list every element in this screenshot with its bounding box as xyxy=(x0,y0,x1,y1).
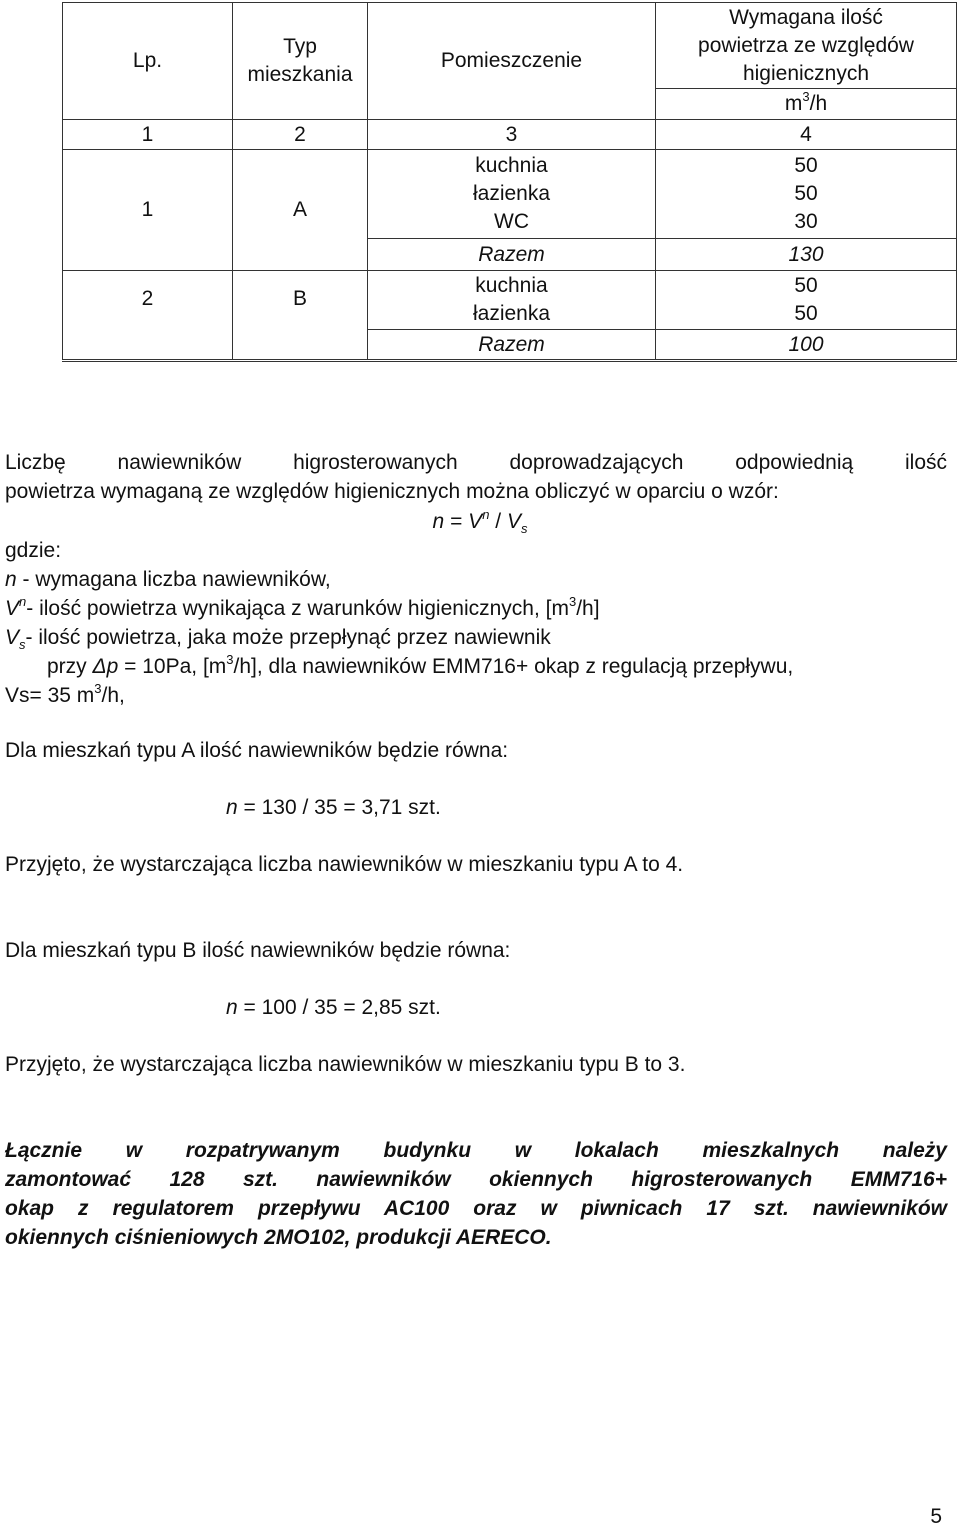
group-a-rooms: kuchnia łazienka WC xyxy=(368,150,656,239)
col-number: 2 xyxy=(233,120,368,150)
group-a-lp: 1 xyxy=(63,150,233,271)
group-a-values: 50 50 30 xyxy=(656,150,957,239)
type-a-calc: n = 130 / 35 = 3,71 szt. xyxy=(226,796,441,819)
page-number: 5 xyxy=(930,1505,942,1528)
type-a-intro: Dla mieszkań typu A ilość nawiewników będzie równa: xyxy=(5,739,509,762)
col-number: 1 xyxy=(63,120,233,150)
col-number: 4 xyxy=(656,120,957,150)
col-number: 3 xyxy=(368,120,656,150)
def-przy: przy Δp = 10Pa, $[m^3/h]$, dla nawiewników EMM716+ okap z regulacją przepływu, xyxy=(47,652,794,678)
table-row-b xyxy=(63,271,957,330)
ventilation-table xyxy=(62,2,957,362)
type-b-conclusion: Przyjęto, że wystarczająca liczba nawiewników w mieszkaniu typu B to 3. xyxy=(5,1053,686,1076)
header-air: Wymagana ilość powietrza ze względów higienicznych xyxy=(656,3,957,89)
group-b-type: B xyxy=(233,271,368,361)
def-vs: $V_s-$ ilość powietrza, jaka może przepłynąć przez nawiewnik xyxy=(5,626,551,653)
where-label: gdzie: xyxy=(5,539,62,562)
def-n: n - wymagana liczba nawiewników, xyxy=(5,568,331,591)
header-room: Pomieszczenie xyxy=(368,3,656,120)
group-a-total-value: 130 xyxy=(656,239,957,271)
header-lp: Lp. xyxy=(63,3,233,120)
group-b-total-value: 100 xyxy=(656,330,957,361)
group-b-lp: 2 xyxy=(63,271,233,361)
type-b-calc: n = 100 / 35 = 2,85 szt. xyxy=(226,996,441,1019)
definitions xyxy=(5,536,947,710)
group-b-values: 50 50 xyxy=(656,271,957,330)
column-number-row xyxy=(63,120,957,150)
group-b-total-label: Razem xyxy=(368,330,656,361)
type-b-intro: Dla mieszkań typu B ilość nawiewników będzie równa: xyxy=(5,939,511,962)
header-row xyxy=(63,3,957,89)
def-vn: $V^n-$ ilość powietrza wynikająca z warunków higienicznych, $[m^3/h]$ xyxy=(5,594,600,620)
header-type: Typ mieszkania xyxy=(233,3,368,120)
intro-paragraph: Liczbę nawiewników higrosterowanych doprowadzających odpowiednią ilość powietrza wymaganą ze względów higienicznych można obliczyć w oparciu o wzór: xyxy=(5,451,947,503)
summary-paragraph: Łącznie w rozpatrywanym budynku w lokalach mieszkalnych należy zamontować 128 szt. nawiewników okiennych higrosterowanych EMM716+ okap z regulatorem przepływu AC100 oraz w piwnicach 17 szt. nawiewników okiennych ciśnieniowych 2MO102, produkcji AERECO. xyxy=(5,1139,947,1249)
formula: $n = V^n / V_s$ xyxy=(432,507,528,537)
type-a-conclusion: Przyjęto, że wystarczająca liczba nawiewników w mieszkaniu typu A to 4. xyxy=(5,853,684,876)
table-row-a xyxy=(63,150,957,239)
group-b-rooms: kuchnia łazienka xyxy=(368,271,656,330)
group-a-type: A xyxy=(233,150,368,271)
group-a-total-label: Razem xyxy=(368,239,656,271)
header-unit: $m^3/h$ xyxy=(656,89,957,120)
def-vs-value: Vs= 35 $m^3/h$, xyxy=(5,681,125,707)
